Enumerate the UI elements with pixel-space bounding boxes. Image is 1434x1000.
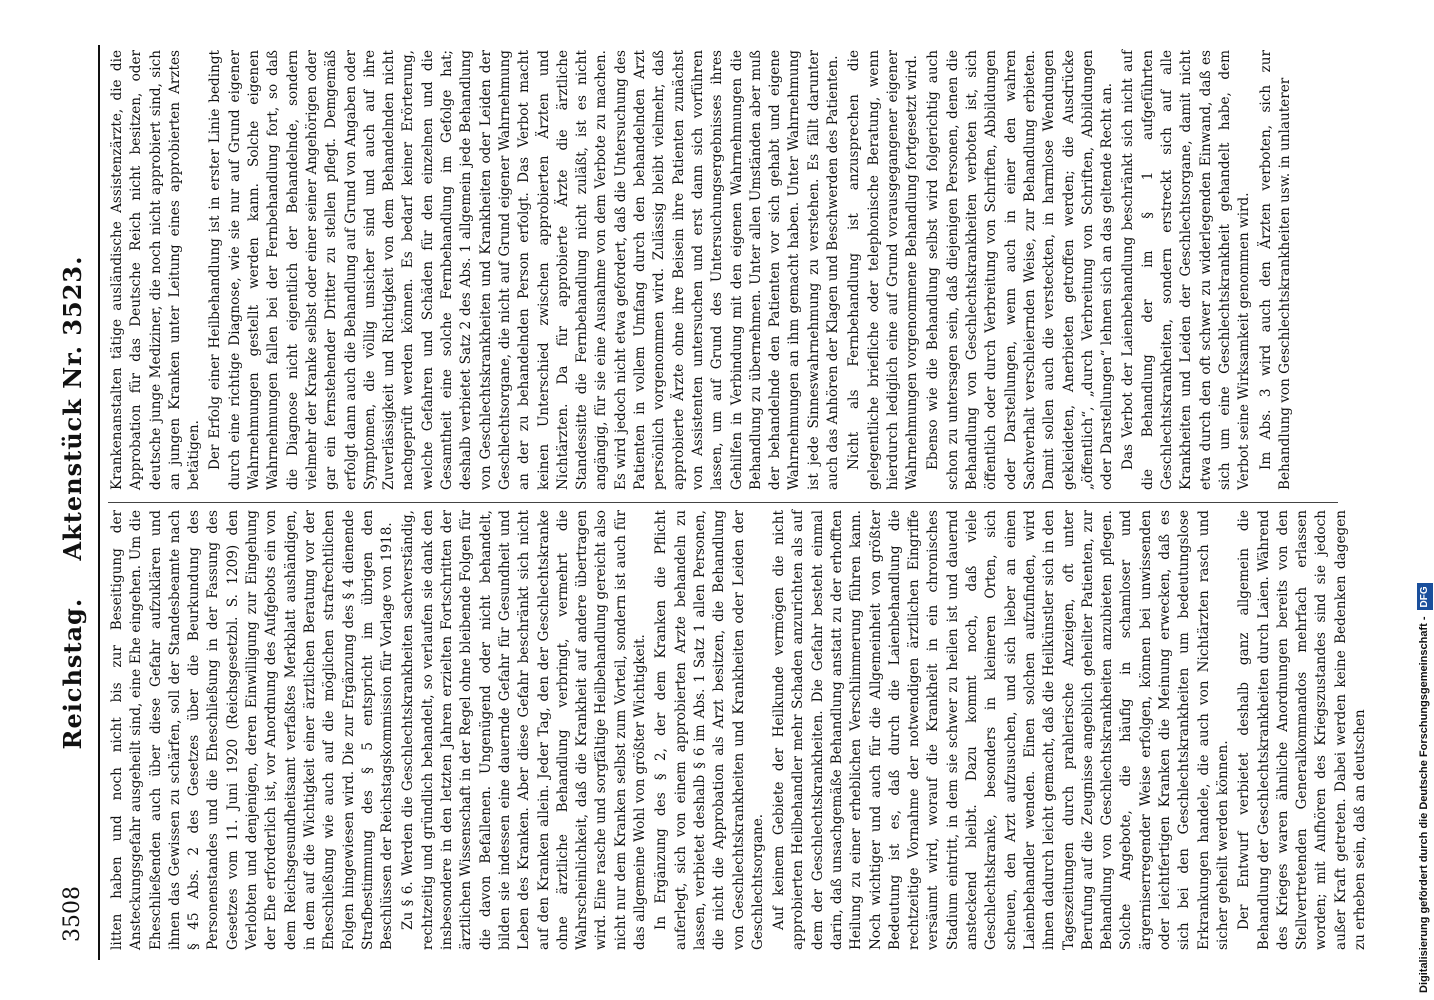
column-divider <box>108 502 1338 503</box>
header-reichstag: Reichstag. <box>58 597 87 750</box>
rotated-page-content <box>50 45 1368 960</box>
text-columns <box>108 45 1368 960</box>
left-column-paragraph: Auf keinem Gebiete der Heilkunde vermögen die nicht approbierten Heilbehandler mehr Schaden anzurichten als auf dem der Geschlechtskrankheiten. Die Gefahr besteht einmal darin, daß unsachgemäße Behandlung anstatt zu der erhofften Heilung zu einer erheblichen Verschlimmerung führen kann. Noch wichtiger und auch für die Allgemeinheit von größter Bedeutung ist es, daß durch die Laienbehandlung die rechtzeitige Vornahme der notwendigen ärztlichen Eingriffe versäumt wird, worauf die Krankheit in ein chronisches Stadium eintritt, in dem sie schwer zu heilen ist und dauernd ansteckend bleibt. Dazu kommt noch, daß viele Geschlechtskranke, besonders in kleineren Orten, sich scheuen, den Arzt aufzusuchen, und sich lieber an einen Laienbehandler wenden. Einen solchen aufzufinden, wird ihnen dadurch leicht gemacht, daß die Heilkünstler sich in den Tageszeitungen durch prahlerische Anzeigen, oft unter Berufung auf die Zeugnisse angeblich geheilter Patienten, zur Behandlung von Geschlechtskrankheiten anzubieten pflegen. Solche Angebote, die häufig in schamloser und ärgerniserregender Weise erfolgen, können bei unwissenden oder leichtfertigen Kranken die Meinung erwecken, daß es sich bei den Geschlechtskrankheiten um bedeutungslose Erkrankungen handele, die auch von Nichtärzten rasch und sicher geheilt werden können. <box>771 510 1231 950</box>
left-column-paragraph: Zu § 6. Werden die Geschlechtskrankheiten sachverständig, rechtzeitig und gründlich behandelt, so verlaufen sie dank den insbesondere in den letzten Jahren erzielten Fortschritten der ärztlichen Wissenschaft in der Regel ohne bleibende Folgen für die davon Befallenen. Ungenügend oder nicht behandelt, bilden sie indessen eine dauernde Gefahr für Gesundheit und Leben des Kranken. Aber diese Gefahr beschränkt sich nicht auf den Kranken allein. Jeder Tag, den der Geschlechtskranke ohne ärztliche Behandlung verbringt, vermehrt die Wahrscheinlichkeit, daß die Krankheit auf andere übertragen wird. Eine rasche und sorgfältige Heilbehandlung gereicht also nicht nur dem Kranken selbst zum Vorteil, sondern ist auch für das allgemeine Wohl von größter Wichtigkeit. <box>400 510 649 950</box>
side-note-text: Digitalisierung gefördert durch die Deutsche Forschungsgemeinschaft - <box>1418 616 1430 993</box>
dfg-badge: DFG <box>1417 583 1433 610</box>
right-column <box>108 50 1338 490</box>
right-column-paragraph: Krankenanstalten tätige ausländische Assistenzärzte, die die Approbation für das Deutsche Reich nicht besitzen, oder deutsche junge Mediziner, die noch nicht approbiert sind, sich an jungen Kranken unter Leitung eines approbierten Arztes betätigen. <box>109 50 203 490</box>
right-column-paragraph: Nicht als Fernbehandlung ist anzusprechen die gelegentliche briefliche oder telephonische Beratung, wenn hierdurch lediglich eine auf Grund vorausgegangener eigener Wahrnehmungen vorgenommene Behandlung fortgesetzt wird. <box>846 50 921 490</box>
scanned-page <box>50 45 1368 960</box>
page-number: 3508 <box>60 886 85 942</box>
page-header <box>50 45 100 960</box>
left-column-paragraph: In Ergänzung des § 2, der dem Kranken die Pflicht auferlegt, sich von einem approbierten Arzte behandeln zu lassen, verbietet deshalb § 6 im Abs. 1 Satz 1 allen Personen, die nicht die Approbation als Arzt besitzen, die Behandlung von Geschlechtskrankheiten und Krankheiten oder Leiden der Geschlechtsorgane. <box>653 510 766 950</box>
left-column-paragraph: Der Entwurf verbietet deshalb ganz allgemein die Behandlung der Geschlechtskrankheiten durch Laien. Während des Krieges waren ähnliche Anordnungen bereits von den Stellvertretenden Generalkommandos mehrfach erlassen worden; mit Aufhören des Kriegszustandes sind sie jedoch außer Kraft getreten. Dabei werden keine Bedenken dagegen zu erheben sein, daß an deutschen <box>1236 510 1368 950</box>
left-column <box>108 510 1368 950</box>
right-column-paragraph: Das Verbot der Laienbehandlung beschränkt sich nicht auf die Behandlung der im § 1 aufgeführten Geschlechtskrankheiten, sondern erstreckt sich auf alle Krankheiten und Leiden der Geschlechtsorgane, damit nicht etwa durch den oft schwer zu widerlegenden Einwand, daß es sich um eine Geschlechtskrankheit gehandelt habe, dem Verbot seine Wirksamkeit genommen wird. <box>1120 50 1253 490</box>
right-column-paragraph: Ebenso wie die Behandlung selbst wird folgerichtig auch schon zu untersagen sein, daß diejenigen Personen, denen die Behandlung von Geschlechtskrankheiten verboten ist, sich öffentlich oder durch Verbreitung von Schriften, Abbildungen oder Darstellungen, wenn auch in einer den wahren Sachverhalt verschleiernden Weise, zur Behandlung erbieten. Damit sollen auch die versteckten, in harmlose Wendungen gekleideten, Anerbieten getroffen werden; die Ausdrücke „öffentlich“, „durch Verbreitung von Schriften, Abbildungen oder Darstellungen“ lehnen sich an das geltende Recht an. <box>925 50 1116 490</box>
page-title <box>58 45 87 960</box>
header-aktenstueck: Aktenstück Nr. 3523. <box>58 255 87 561</box>
left-column-paragraph: litten haben und noch nicht bis zur Beseitigung der Ansteckungsgefahr ausgeheilt sind, eine Ehe eingehen. Um die Eheschließenden auch über diese Gefahr aufzuklären und ihnen das Gewissen zu schärfen, soll der Standesbeamte nach § 45 Abs. 2 des Gesetzes über die Beurkundung des Personenstandes und die Eheschließung in der Fassung des Gesetzes vom 11. Juni 1920 (Reichsgesetzbl. S. 1209) den Verlobten und denjenigen, deren Einwilligung zur Eingehung der Ehe erforderlich ist, vor Anordnung des Aufgebots ein von dem Reichsgesundheitsamt verfaßtes Merkblatt aushändigen, in dem auf die Wichtigkeit einer ärztlichen Beratung vor der Eheschließung wie auch auf die möglichen strafrechtlichen Folgen hingewiesen wird. Die zur Ergänzung des § 4 dienende Strafbestimmung des § 5 entspricht im übrigen den Beschlüssen der Reichstagskommission für Vorlage von 1918. <box>109 510 396 950</box>
side-note <box>1416 8 1432 993</box>
right-column-paragraph: Im Abs. 3 wird auch den Ärzten verboten, sich zur Behandlung von Geschlechtskrankheiten usw. in unlauterer <box>1257 50 1293 490</box>
right-column-paragraph: Der Erfolg einer Heilbehandlung ist in erster Linie bedingt durch eine richtige Diagnose, wie sie nur auf Grund eigener Wahrnehmungen gestellt werden kann. Solche eigenen Wahrnehmungen fallen bei der Fernbehandlung fort, so daß die Diagnose nicht eigentlich der Behandelnde, sondern vielmehr der Kranke selbst oder einer seiner Angehörigen oder gar ein fernstehender Dritter zu stellen pflegt. Demgemäß erfolgt dann auch die Behandlung auf Grund von Angaben oder Symptomen, die völlig unsicher sind und auch auf ihre Zuverlässigkeit und Richtigkeit von dem Behandelnden nicht nachgeprüft werden können. Es bedarf keiner Erörterung, welche Gefahren und Schäden für den einzelnen und die Gesamtheit eine solche Fernbehandlung im Gefolge hat; deshalb verbietet Satz 2 des Abs. 1 allgemein jede Behandlung von Geschlechtskrankheiten und Krankheiten oder Leiden der Geschlechtsorgane, die nicht auf Grund eigener Wahrnehmung an der zu behandelnden Person erfolgt. Das Verbot macht keinen Unterschied zwischen approbierten Ärzten und Nichtärzten. Da für approbierte Ärzte die ärztliche Standessitte die Fernbehandlung nicht zuläßt, ist es nicht angängig, für sie eine Ausnahme von dem Verbote zu machen. Es wird jedoch nicht etwa gefordert, daß die Untersuchung des Patienten in vollem Umfang durch den behandelnden Arzt persönlich vorgenommen wird. Zulässig bleibt vielmehr, daß approbierte Ärzte ohne ihre Beisein ihre Patienten zunächst von Assistenten untersuchen und erst dann sich vorführen lassen, um auf Grund des Untersuchungsergebnisses ihres Gehilfen in Verbindung mit den eigenen Wahrnehmungen die Behandlung zu übernehmen. Unter allen Umständen aber muß der behandelnde den Patienten vor sich gehabt und eigene Wahrnehmungen an ihm gemacht haben. Unter Wahrnehmung ist jede Sinneswahrnehmung zu verstehen. Es fällt darunter auch das Anhören der Klagen und Beschwerden des Patienten. <box>207 50 841 490</box>
